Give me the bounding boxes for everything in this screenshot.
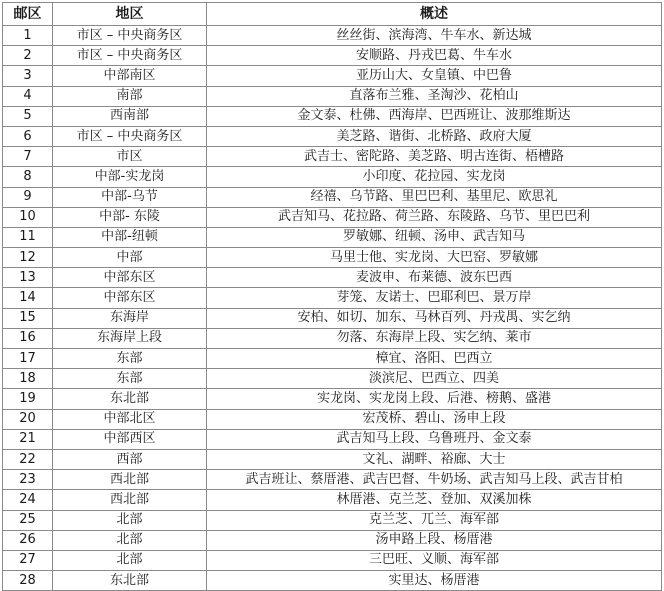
region-cell: 西北部 [53,490,207,510]
table-row [3,167,662,187]
table-row [3,46,662,66]
summary-cell: 樟宜、洛阳、巴西立 [207,349,662,369]
postal-code-cell: 5 [3,106,53,126]
table-header-row [3,3,662,26]
table-row [3,147,662,167]
postal-code-cell: 11 [3,227,53,247]
postal-code-cell: 4 [3,86,53,106]
summary-cell: 武吉知马、花拉路、荷兰路、东陵路、乌节、里巴巴利 [207,207,662,227]
summary-cell: 淡滨尼、巴西立、四美 [207,369,662,389]
table-row [3,248,662,268]
postal-district-table [2,2,662,591]
table-row [3,308,662,328]
summary-cell: 安顺路、丹戎巴葛、牛车水 [207,46,662,66]
table-row [3,490,662,510]
table-row [3,187,662,207]
summary-cell: 林厝港、克兰芝、登加、双溪加株 [207,490,662,510]
postal-code-cell: 22 [3,449,53,469]
table-row [3,369,662,389]
table-row [3,26,662,46]
region-cell: 中部-纽顿 [53,227,207,247]
region-cell: 市区 – 中央商务区 [53,46,207,66]
postal-code-cell: 17 [3,349,53,369]
summary-cell: 马里士他、实龙岗、大巴窑、罗敏娜 [207,248,662,268]
region-cell: 市区 [53,147,207,167]
region-cell: 市区 – 中央商务区 [53,126,207,146]
summary-cell: 美芝路、谐街、北桥路、政府大厦 [207,126,662,146]
postal-code-cell: 10 [3,207,53,227]
postal-code-cell: 20 [3,409,53,429]
region-cell: 北部 [53,510,207,530]
summary-cell: 武吉知马上段、乌鲁班丹、金文泰 [207,429,662,449]
region-cell: 北部 [53,550,207,570]
postal-code-cell: 21 [3,429,53,449]
table-row [3,349,662,369]
postal-code-cell: 28 [3,571,53,591]
region-cell: 中部-乌节 [53,187,207,207]
region-cell: 中部西区 [53,429,207,449]
summary-cell: 实里达、杨厝港 [207,571,662,591]
postal-code-cell: 8 [3,167,53,187]
region-cell: 东北部 [53,571,207,591]
summary-cell: 直落布兰雅、圣淘沙、花柏山 [207,86,662,106]
postal-code-cell: 3 [3,66,53,86]
table-row [3,126,662,146]
postal-code-cell: 6 [3,126,53,146]
region-cell: 中部-实龙岗 [53,167,207,187]
summary-cell: 丝丝街、滨海湾、牛车水、新达城 [207,26,662,46]
table-row [3,429,662,449]
table-row [3,389,662,409]
postal-code-cell: 18 [3,369,53,389]
region-cell: 东海岸上段 [53,328,207,348]
postal-code-cell: 27 [3,550,53,570]
summary-cell: 汤申路上段、杨厝港 [207,530,662,550]
region-cell: 东海岸 [53,308,207,328]
summary-cell: 芽笼、友诺士、巴耶利巴、景万岸 [207,288,662,308]
region-cell: 中部东区 [53,288,207,308]
postal-code-cell: 24 [3,490,53,510]
postal-code-cell: 2 [3,46,53,66]
table-row [3,207,662,227]
postal-code-cell: 23 [3,470,53,490]
postal-code-cell: 14 [3,288,53,308]
table-row [3,510,662,530]
header-postal-district: 邮区 [3,3,53,26]
region-cell: 西南部 [53,106,207,126]
postal-code-cell: 12 [3,248,53,268]
summary-cell: 罗敏娜、纽顿、汤申、武吉知马 [207,227,662,247]
summary-cell: 亚历山大、女皇镇、中巴鲁 [207,66,662,86]
summary-cell: 小印度、花拉园、实龙岗 [207,167,662,187]
region-cell: 西北部 [53,470,207,490]
region-cell: 南部 [53,86,207,106]
region-cell: 东部 [53,349,207,369]
header-summary: 概述 [207,3,662,26]
table-row [3,66,662,86]
table-row [3,106,662,126]
region-cell: 东北部 [53,389,207,409]
region-cell: 中部北区 [53,409,207,429]
table-row [3,409,662,429]
region-cell: 市区 – 中央商务区 [53,26,207,46]
summary-cell: 武吉士、密陀路、美芝路、明古连街、梧槽路 [207,147,662,167]
postal-code-cell: 1 [3,26,53,46]
summary-cell: 三巴旺、义顺、海军部 [207,550,662,570]
table-row [3,550,662,570]
postal-code-cell: 9 [3,187,53,207]
summary-cell: 宏茂桥、碧山、汤申上段 [207,409,662,429]
postal-code-cell: 15 [3,308,53,328]
summary-cell: 文礼、湖畔、裕廊、大士 [207,449,662,469]
table-row [3,288,662,308]
postal-code-cell: 7 [3,147,53,167]
region-cell: 中部东区 [53,268,207,288]
summary-cell: 经禧、乌节路、里巴巴利、基里尼、欧思礼 [207,187,662,207]
region-cell: 中部南区 [53,66,207,86]
region-cell: 中部 [53,248,207,268]
region-cell: 中部- 东陵 [53,207,207,227]
summary-cell: 武吉班让、蔡厝港、武吉巴督、牛奶场、武吉知马上段、武吉甘柏 [207,470,662,490]
postal-code-cell: 25 [3,510,53,530]
table-row [3,227,662,247]
summary-cell: 麦波申、布莱德、波东巴西 [207,268,662,288]
summary-cell: 勿落、东海岸上段、实乞纳、莱市 [207,328,662,348]
table-row [3,268,662,288]
table-row [3,449,662,469]
summary-cell: 金文泰、杜佛、西海岸、巴西班让、波那维斯达 [207,106,662,126]
region-cell: 西部 [53,449,207,469]
header-region: 地区 [53,3,207,26]
table-row [3,328,662,348]
summary-cell: 安柏、如切、加东、马林百列、丹戎禺、实乞纳 [207,308,662,328]
postal-code-cell: 13 [3,268,53,288]
postal-code-cell: 19 [3,389,53,409]
region-cell: 北部 [53,530,207,550]
summary-cell: 克兰芝、兀兰、海军部 [207,510,662,530]
table-row [3,86,662,106]
table-row [3,470,662,490]
summary-cell: 实龙岗、实龙岗上段、后港、榜鹅、盛港 [207,389,662,409]
table-row [3,571,662,591]
postal-code-cell: 16 [3,328,53,348]
table-row [3,530,662,550]
region-cell: 东部 [53,369,207,389]
postal-code-cell: 26 [3,530,53,550]
